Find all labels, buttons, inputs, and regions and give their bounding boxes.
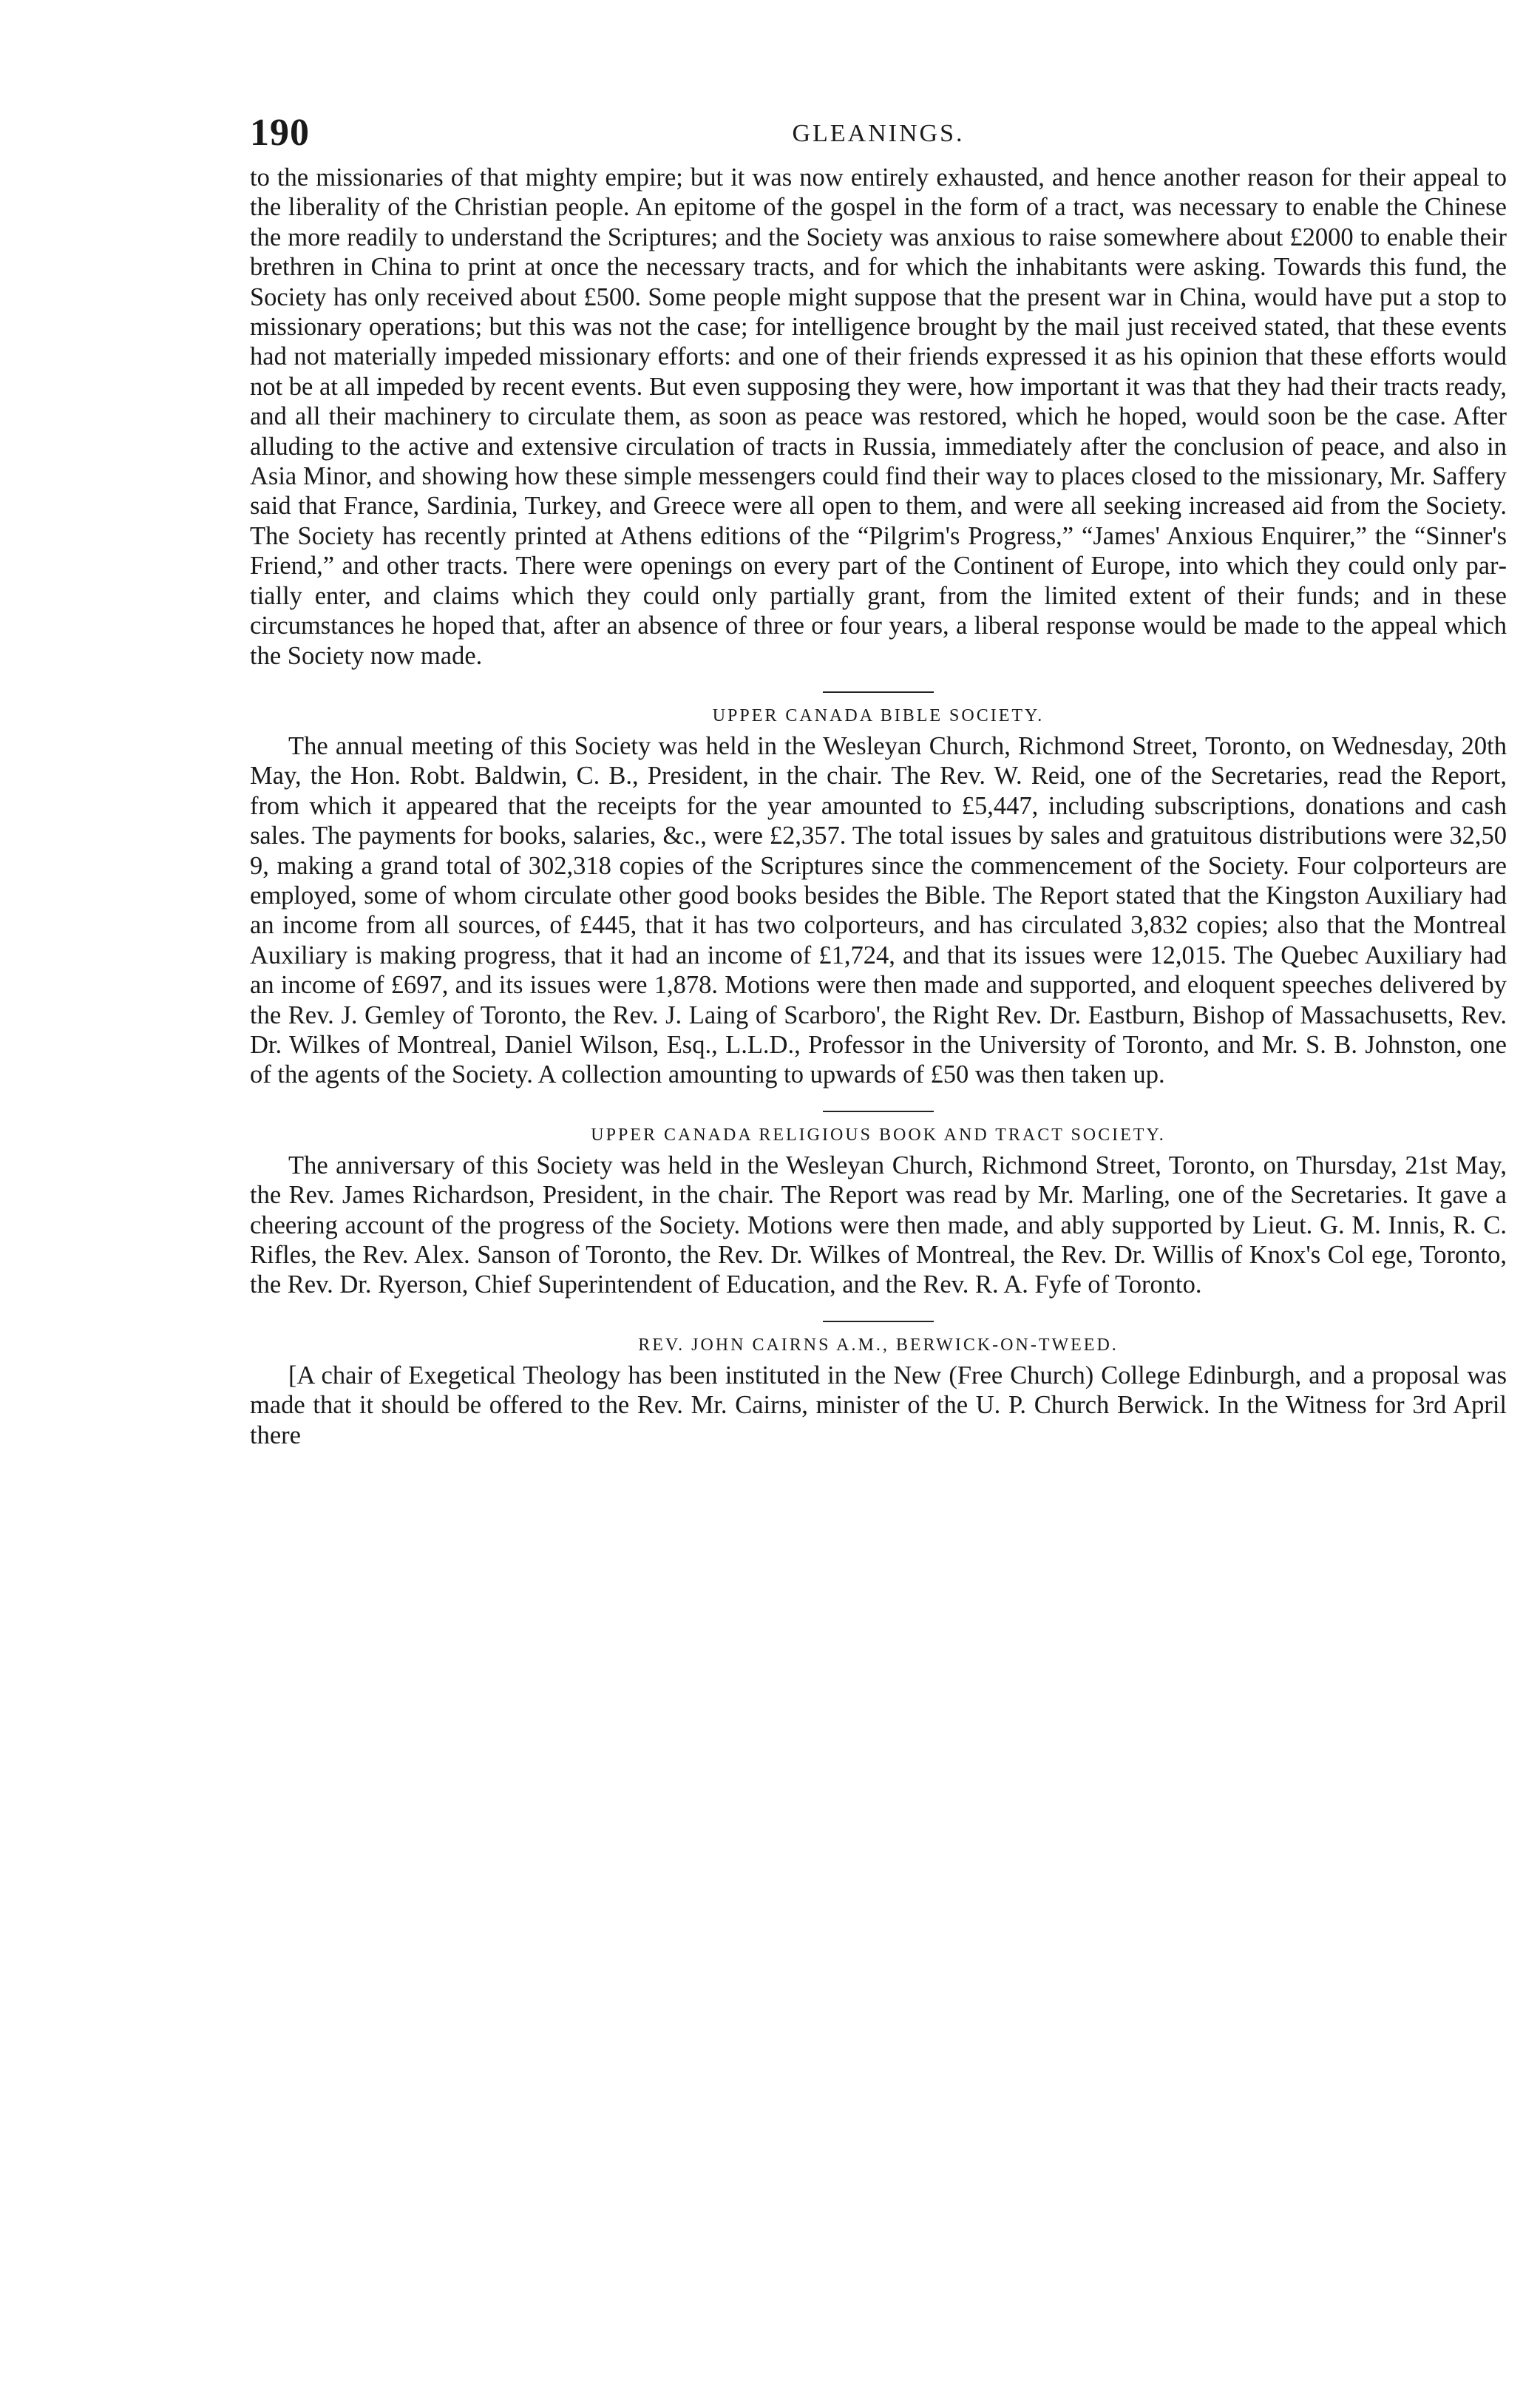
bible-society-paragraph: The annual meeting of this Society was held in the Wesleyan Church, Richmond Street, Toronto, on Wednesday, 20th May, the Hon. Robt. Baldwin, C. B., President, in the chair. The Rev. W. Reid, one of the Secretaries, read the Report, from which it appeared that the receipts for the year amounted to £5,447, including subscriptions, donations and cash sales. The payments for books, salaries, &c., were £2,357. The total issues by sales and gratuitous distributions were 32,50 9, making a grand total of 302,318 copies of the Scriptures since the commencement of the Society. Four colporteurs are employed, some of whom circulate other good books besides the Bible. The Report stated that the Kingston Auxiliary had an income from all sources, of £445, that it has two colporteurs, and has circulated 3,832 copies; also that the Montreal Auxiliary is making progress, that it had an income of £1,724, and that its issues were 12,015. The Quebec Auxiliary had an income of £697, and its issues were 1,878. Motions were then made and supported, and eloquent speeches delivered by the Rev. J. Gemley of Toronto, the Rev. J. Laing of Scarboro', the Right Rev. Dr. Eastburn, Bishop of Massachusetts, Rev. Dr. Wilkes of Montreal, Daniel Wilson, Esq., L.L.D., Professor in the University of Toronto, and Mr. S. B. Johnston, one of the agents of the Society. A collection amounting to upwards of £50 was then taken up. [250,731,1507,1089]
continuation-paragraph: to the missionaries of that mighty empire; but it was now entirely exhausted, and hence another reason for their appeal to the liberality of the Christian people. An epitome of the gospel in the form of a tract, was necessary to enable the Chinese the more readily to understand the Scriptures; and the Society was anxious to raise somewhere about £2000 to enable their brethren in China to print at once the necessary tracts, and for which the inhabitants were asking. Towards this fund, the Society has only received about £500. Some people might suppose that the present war in China, would have put a stop to missionary operations; but this was not the case; for intelligence brought by the mail just received stated, that these events had not materially impeded missionary efforts: and one of their friends expressed it as his opinion that these efforts would not be at all impeded by recent events. But even supposing they were, how important it was that they had their tracts ready, and all their machinery to circulate them, as soon as peace was restored, which he hoped, would soon be the case. After alluding to the active and extensive circulation of tracts in Russia, immediately after the conclusion of peace, and also in Asia Minor, and showing how these simple messengers could find their way to places closed to the missionary, Mr. Saffery said that France, Sardinia, Turkey, and Greece were all open to them, and were all seeking increased aid from the Society. The Society has recently printed at Athens editions of the “Pilgrim's Progress,” “James' Anxious Enquirer,” the “Sinner's Friend,” and other tracts. There were openings on every part of the Continent of Europe, into which they could only partially enter, and claims which they could only partially grant, from the limited extent of their funds; and in these circumstances he hoped that, after an absence of three or four years, a liberal response would be made to the appeal which the Society now made. [250,163,1507,670]
section-heading-bible-society: UPPER CANADA BIBLE SOCIETY. [712,705,1045,725]
section-divider [823,1321,934,1322]
section-divider [823,1111,934,1112]
section-heading-tract-society: UPPER CANADA RELIGIOUS BOOK AND TRACT SOCIETY. [591,1125,1166,1145]
john-cairns-paragraph: [A chair of Exegetical Theology has been instituted in the New (Free Church) College Edinburgh, and a proposal was made that it should be offered to the Rev. Mr. Cairns, minister of the U. P. Church Berwick. In the Witness for 3rd April there [250,1361,1507,1449]
tract-society-paragraph: The anniversary of this Society was held in the Wesleyan Church, Richmond Street, Toronto, on Thursday, 21st May, the Rev. James Richardson, President, in the chair. The Report was read by Mr. Marling, one of the Secretaries. It gave a cheering account of the progress of the Society. Motions were then made, and ably supported by Lieut. G. M. Innis, R. C. Rifles, the Rev. Alex. Sanson of Toronto, the Rev. Dr. Wilkes of Montreal, the Rev. Dr. Willis of Knox's Col ege, Toronto, the Rev. Dr. Ryerson, Chief Superintendent of Education, and the Rev. R. A. Fyfe of Toronto. [250,1151,1507,1299]
running-head [250,96,1507,155]
page-number: 190 [250,112,310,154]
book-page [250,96,1507,1450]
running-title: GLEANINGS. [792,120,965,147]
section-divider [823,691,934,693]
section-heading-john-cairns: REV. JOHN CAIRNS A.M., BERWICK-ON-TWEED. [638,1335,1119,1355]
